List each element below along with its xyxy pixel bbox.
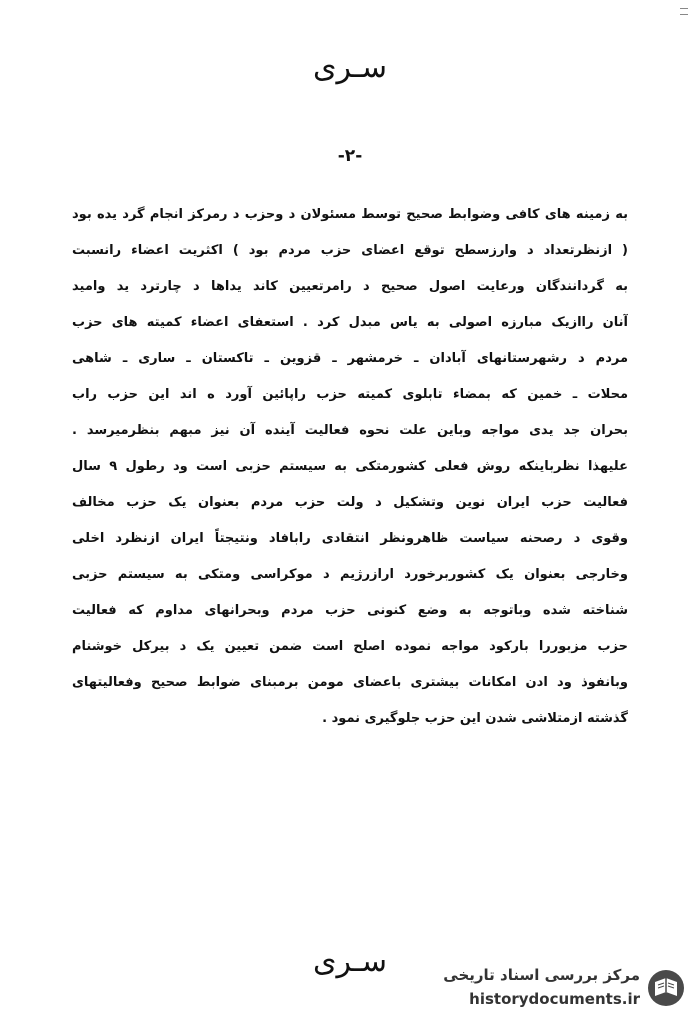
body-line: محلات ـ خمین که بمضاء تابلوی کمیته حزب راپائین آورد ه اند این حزب راب — [72, 387, 628, 402]
watermark — [420, 960, 690, 1018]
body-line: آنان راازیک مبارزه اصولی به یاس مبدل کرد . استعفای اعضاء کمیته های حزب — [72, 315, 628, 330]
book-pages-icon — [646, 968, 686, 1008]
body-line: حزب مزبوررا بارکود مواجه نموده اصلح است ضمن تعیین یک د بیرکل خوشنام — [72, 639, 628, 654]
page-number: -۲- — [337, 146, 363, 166]
body-line: ( ازنظرتعداد د وارزسطح توقع اعضای حزب مردم بود ) اکثریت اعضاء رانسبت — [72, 243, 628, 258]
body-line: بحران جد یدی مواجه وباین علت نحوه فعالیت آینده آن نیز مبهم بنظرمیرسد . — [72, 423, 628, 438]
scan-speck — [680, 8, 688, 15]
body-line: به زمینه های کافی وضوابط صحیح توسط مسئولان د وحزب د رمرکز انجام گرد یده بود — [72, 207, 628, 222]
watermark-org-name: مرکز بررسی اسناد تاریخی — [443, 966, 640, 984]
classification-footer: سـری — [313, 944, 387, 979]
body-line: وخارجی بعنوان یک کشوربرخورد ارازرژیم د موکراسی ومتکی به سیستم حزبی — [72, 567, 628, 582]
body-line: فعالیت حزب ایران نوین وتشکیل د ولت حزب مردم بعنوان یک حزب مخالف — [72, 495, 628, 510]
body-line: شناخته شده وباتوجه به وضع کنونی حزب مردم وبحرانهای مداوم که فعالیت — [72, 603, 628, 618]
body-line: مردم د رشهرستانهای آبادان ـ خرمشهر ـ قزوین ـ تاکستان ـ ساری ـ شاهی — [72, 351, 628, 366]
body-line: علیهذا نظرباینکه روش فعلی کشورمتکی به سیستم حزبی است ود رطول ۹ سال — [72, 459, 628, 474]
document-body — [72, 197, 628, 737]
classification-header: سـری — [313, 50, 387, 85]
body-line: گذشته ازمتلاشی شدن این حزب جلوگیری نمود . — [322, 711, 628, 726]
body-line: وقوی د رصحنه سیاست ظاهرونظر انتقادی رابافاد ونتیجتاً ایران ازنظرد اخلی — [72, 531, 628, 546]
watermark-url: historydocuments.ir — [469, 990, 640, 1008]
body-line: به گردانندگان ورعایت اصول صحیح د رامرتعیین کاند یداها د چارترد ید وامید — [72, 279, 628, 294]
body-line: وبانفوذ ود ادن امکانات بیشتری باعضای مومن برمبنای ضوابط صحیح وفعالیتهای — [72, 675, 628, 690]
